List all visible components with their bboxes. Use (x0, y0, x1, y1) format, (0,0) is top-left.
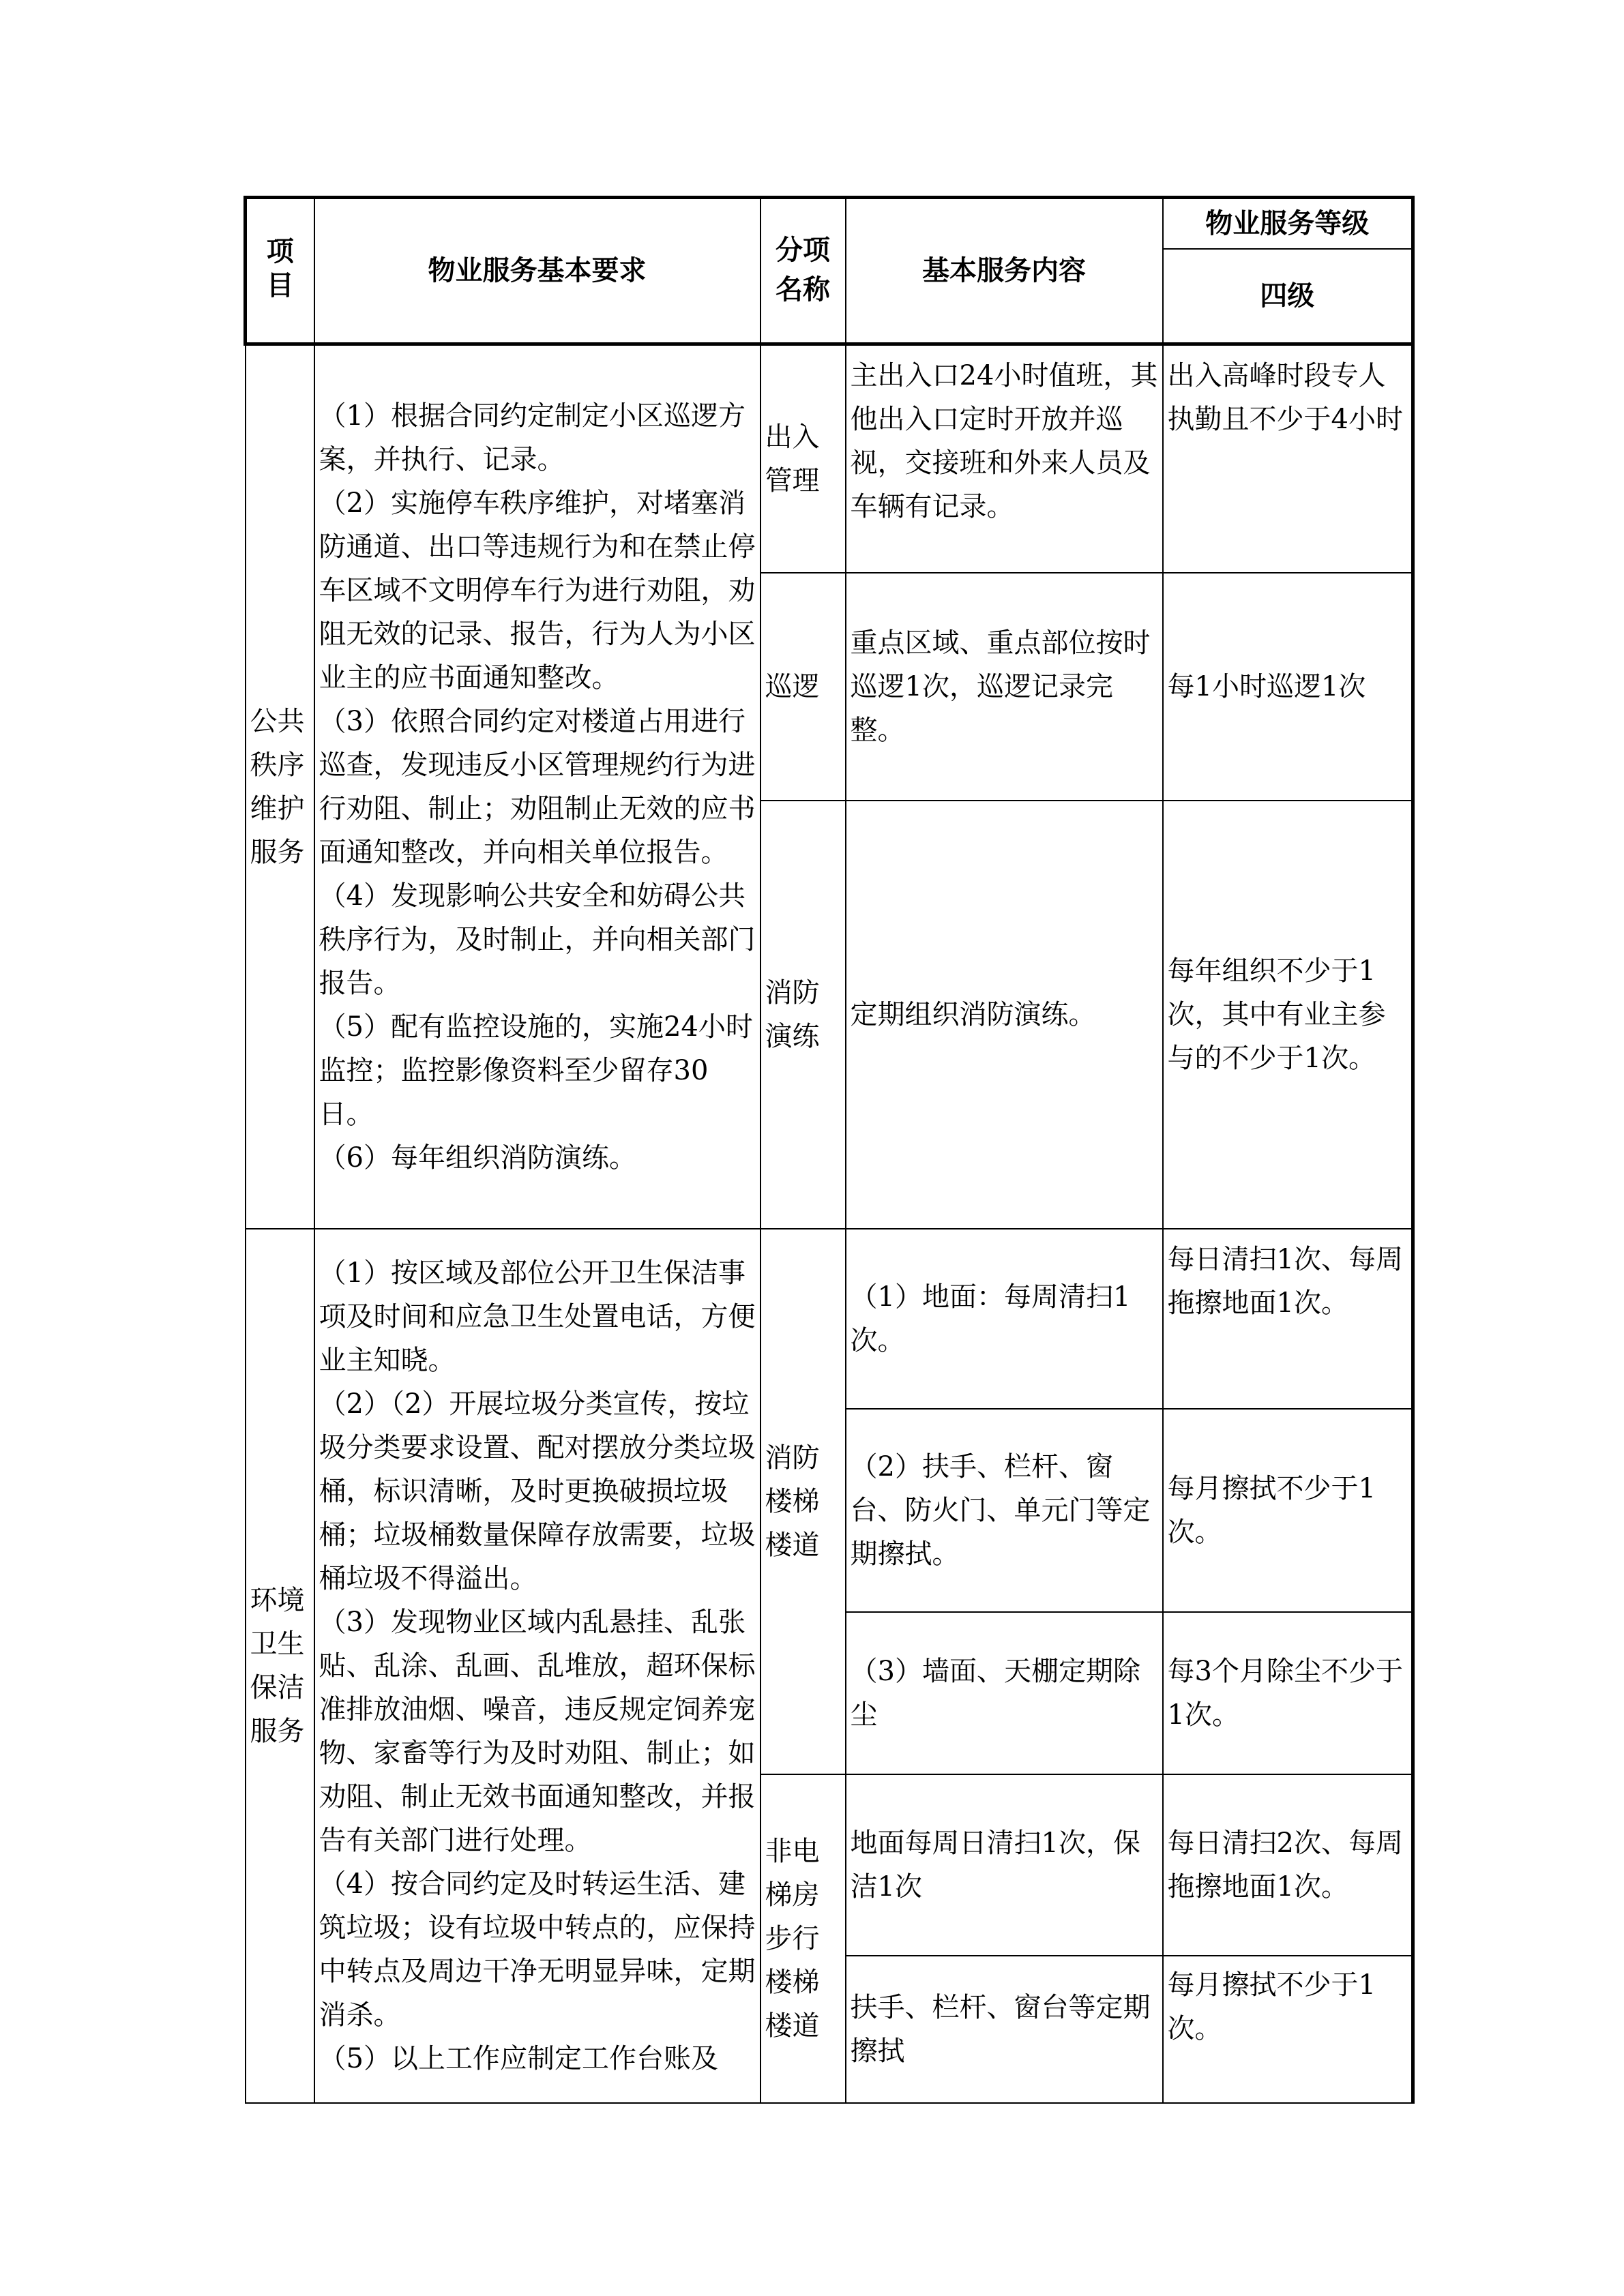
content-cell: （2）扶手、栏杆、窗台、防火门、单元门等定期擦拭。 (846, 1409, 1163, 1612)
service-standard-table (243, 196, 1415, 2104)
header-grade: 物业服务等级 (1163, 198, 1413, 250)
header-item: 项目 (246, 198, 314, 344)
level-cell: 每日清扫1次、每周拖擦地面1次。 (1163, 1229, 1413, 1409)
subitem-cell: 出入管理 (761, 344, 846, 573)
subitem-cell: 消防楼梯楼道 (761, 1229, 846, 1774)
subitem-cell: 巡逻 (761, 573, 846, 801)
subitem-cell: 非电梯房步行楼梯楼道 (761, 1774, 846, 2103)
table-row (246, 1229, 1413, 1409)
level-cell: 每年组织不少于1次，其中有业主参与的不少于1次。 (1163, 801, 1413, 1229)
requirements-cell (314, 1229, 761, 2103)
header-requirements: 物业服务基本要求 (314, 198, 761, 344)
content-cell: 地面每周日清扫1次，保洁1次 (846, 1774, 1163, 1956)
category-cell: 环境卫生保洁服务 (246, 1229, 314, 2103)
requirements-cell (314, 344, 761, 1229)
requirement-item: （4）按合同约定及时转运生活、建筑垃圾；设有垃圾中转点的，应保持中转点及周边干净无明显异味，定期消杀。 (319, 1868, 756, 2031)
content-cell: 主出入口24小时值班，其他出入口定时开放并巡视，交接班和外来人员及车辆有记录。 (846, 344, 1163, 573)
requirement-item: （5）配有监控设施的，实施24小时监控；监控影像资料至少留存30日。 (319, 1011, 753, 1130)
requirement-item: （3）发现物业区域内乱悬挂、乱张贴、乱涂、乱画、乱堆放，超环保标准排放油烟、噪音，违反规定饲养宠物、家畜等行为及时劝阻、制止；如劝阻、制止无效书面通知整改，并报告有关部门进行处理。 (319, 1607, 756, 1856)
subitem-cell: 消防演练 (761, 801, 846, 1229)
header-content: 基本服务内容 (846, 198, 1163, 344)
table-row (246, 344, 1413, 573)
content-cell: （1）地面：每周清扫1次。 (846, 1229, 1163, 1409)
header-row-1 (246, 198, 1413, 250)
requirement-item: （1）按区域及部位公开卫生保洁事项及时间和应急卫生处置电话，方便业主知晓。 (319, 1257, 756, 1376)
requirement-item: （5）以上工作应制定工作台账及 (319, 2043, 718, 2074)
content-cell: 重点区域、重点部位按时巡逻1次，巡逻记录完整。 (846, 573, 1163, 801)
requirement-item: （6）每年组织消防演练。 (319, 1142, 636, 1174)
level-cell: 每日清扫2次、每周拖擦地面1次。 (1163, 1774, 1413, 1956)
requirement-item: （3）依照合同约定对楼道占用进行巡查，发现违反小区管理规约行为进行劝阻、制止；劝阻制止无效的应书面通知整改，并向相关单位报告。 (319, 706, 756, 868)
level-cell: 每月擦拭不少于1次。 (1163, 1956, 1413, 2103)
requirement-item: （1）根据合同约定制定小区巡逻方案，并执行、记录。 (319, 400, 745, 475)
level-cell: 每月擦拭不少于1次。 (1163, 1409, 1413, 1612)
level-cell: 每3个月除尘不少于1次。 (1163, 1612, 1413, 1774)
level-cell: 出入高峰时段专人执勤且不少于4小时 (1163, 344, 1413, 573)
content-cell: （3）墙面、天棚定期除尘 (846, 1612, 1163, 1774)
requirement-item: （2）（2）开展垃圾分类宣传，按垃圾分类要求设置、配对摆放分类垃圾桶，标识清晰，及时更换破损垃圾桶；垃圾桶数量保障存放需要，垃圾桶垃圾不得溢出。 (319, 1388, 756, 1594)
requirement-item: （2）实施停车秩序维护，对堵塞消防通道、出口等违规行为和在禁止停车区域不文明停车行为进行劝阻，劝阻无效的记录、报告，行为人为小区业主的应书面通知整改。 (319, 488, 756, 694)
requirement-item: （4）发现影响公共安全和妨碍公共秩序行为，及时制止，并向相关部门报告。 (319, 880, 756, 999)
level-cell: 每1小时巡逻1次 (1163, 573, 1413, 801)
content-cell: 扶手、栏杆、窗台等定期擦拭 (846, 1956, 1163, 2103)
header-subitem: 分项名称 (761, 198, 846, 344)
header-grade-level: 四级 (1163, 249, 1413, 344)
category-cell: 公共秩序维护服务 (246, 344, 314, 1229)
content-cell: 定期组织消防演练。 (846, 801, 1163, 1229)
